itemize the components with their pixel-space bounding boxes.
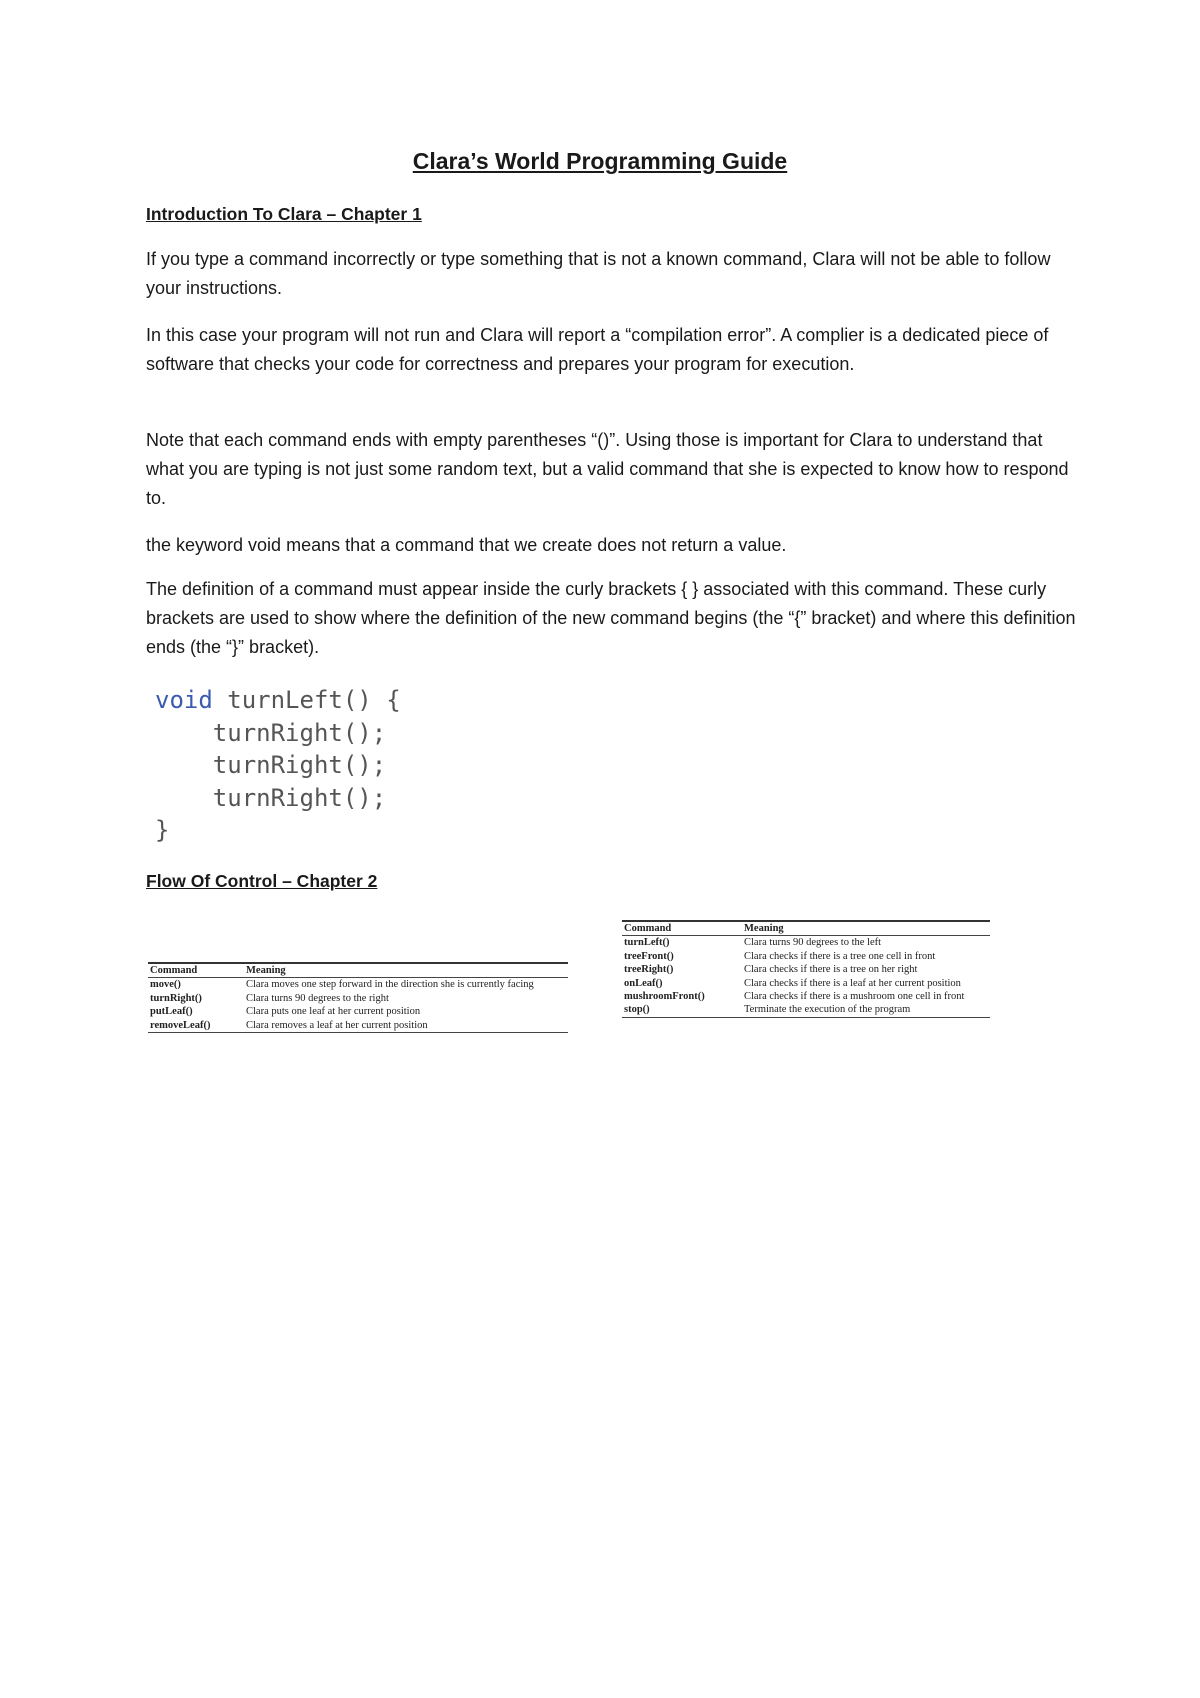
table-row	[622, 936, 990, 950]
command-cell: turnLeft()	[624, 937, 670, 949]
command-cell: removeLeaf()	[148, 1019, 244, 1033]
meaning-cell: Clara removes a leaf at her current position	[244, 1019, 568, 1033]
column-header-meaning: Meaning	[742, 921, 990, 936]
paragraph-3: Note that each command ends with empty parentheses “()”. Using those is important for Clara to understand that what you are typing is not just some random text, but a valid command that she is expected to know how to respond to.	[146, 430, 1069, 508]
paragraph-4: the keyword void means that a command that we create does not return a value.	[146, 535, 787, 555]
meaning-cell: Clara checks if there is a mushroom one cell in front	[744, 991, 965, 1003]
column-header-command: Command	[622, 921, 742, 936]
actions-table	[148, 962, 568, 1033]
code-keyword: void	[155, 686, 213, 714]
meaning-cell: Clara checks if there is a leaf at her current position	[744, 977, 961, 989]
meaning-cell: Clara checks if there is a tree on her right	[744, 964, 918, 976]
table-header-row	[148, 963, 568, 978]
command-cell: move()	[150, 979, 181, 991]
command-cell: onLeaf()	[624, 977, 663, 989]
table-row	[148, 1005, 568, 1018]
code-signature: turnLeft() {	[212, 686, 401, 714]
code-snippet	[155, 684, 401, 847]
table-row	[622, 950, 990, 963]
code-line: turnRight();	[212, 783, 387, 812]
table-row	[148, 992, 568, 1005]
table-row	[622, 963, 990, 976]
sensors-table	[622, 920, 990, 1018]
chapter-1-heading: Introduction To Clara – Chapter 1	[146, 204, 422, 224]
column-header-command: Command	[148, 963, 244, 978]
table-row	[148, 978, 568, 992]
command-cell: turnRight()	[150, 992, 202, 1004]
table-row	[622, 1003, 990, 1017]
paragraph-5: The definition of a command must appear inside the curly brackets { } associated with this command. These curly brackets are used to show where the definition of the new command begins (the “{” bracket) and where this definition ends (the “}” bracket).	[146, 579, 1076, 657]
column-header-meaning: Meaning	[244, 963, 568, 978]
command-cell: treeRight()	[624, 964, 674, 976]
command-cell: stop()	[622, 1003, 742, 1017]
table-row	[622, 990, 990, 1003]
meaning-cell: Clara checks if there is a tree one cell in front	[744, 950, 936, 962]
paragraph-2: In this case your program will not run and Clara will report a “compilation error”. A complier is a dedicated piece of software that checks your code for correctness and prepares your program for execution.	[146, 325, 1049, 374]
code-closing-brace: }	[155, 816, 170, 844]
meaning-cell: Clara moves one step forward in the direction she is currently facing	[246, 979, 534, 991]
meaning-cell: Clara turns 90 degrees to the left	[744, 937, 882, 949]
command-cell: mushroomFront()	[624, 991, 705, 1003]
meaning-cell: Clara puts one leaf at her current position	[246, 1006, 421, 1018]
table-row	[622, 977, 990, 990]
document-title: Clara’s World Programming Guide	[412, 148, 788, 174]
code-line: turnRight();	[212, 751, 387, 779]
paragraph-1: If you type a command incorrectly or type something that is not a known command, Clara will not be able to follow your instructions.	[146, 249, 1051, 298]
meaning-cell: Terminate the execution of the program	[742, 1003, 990, 1017]
code-line: turnRight();	[212, 718, 387, 747]
table-row	[148, 1019, 568, 1033]
meaning-cell: Clara turns 90 degrees to the right	[246, 992, 389, 1004]
table-header-row	[622, 921, 990, 936]
command-cell: treeFront()	[624, 950, 674, 962]
chapter-2-heading: Flow Of Control – Chapter 2	[146, 871, 378, 891]
command-cell: putLeaf()	[150, 1006, 193, 1018]
